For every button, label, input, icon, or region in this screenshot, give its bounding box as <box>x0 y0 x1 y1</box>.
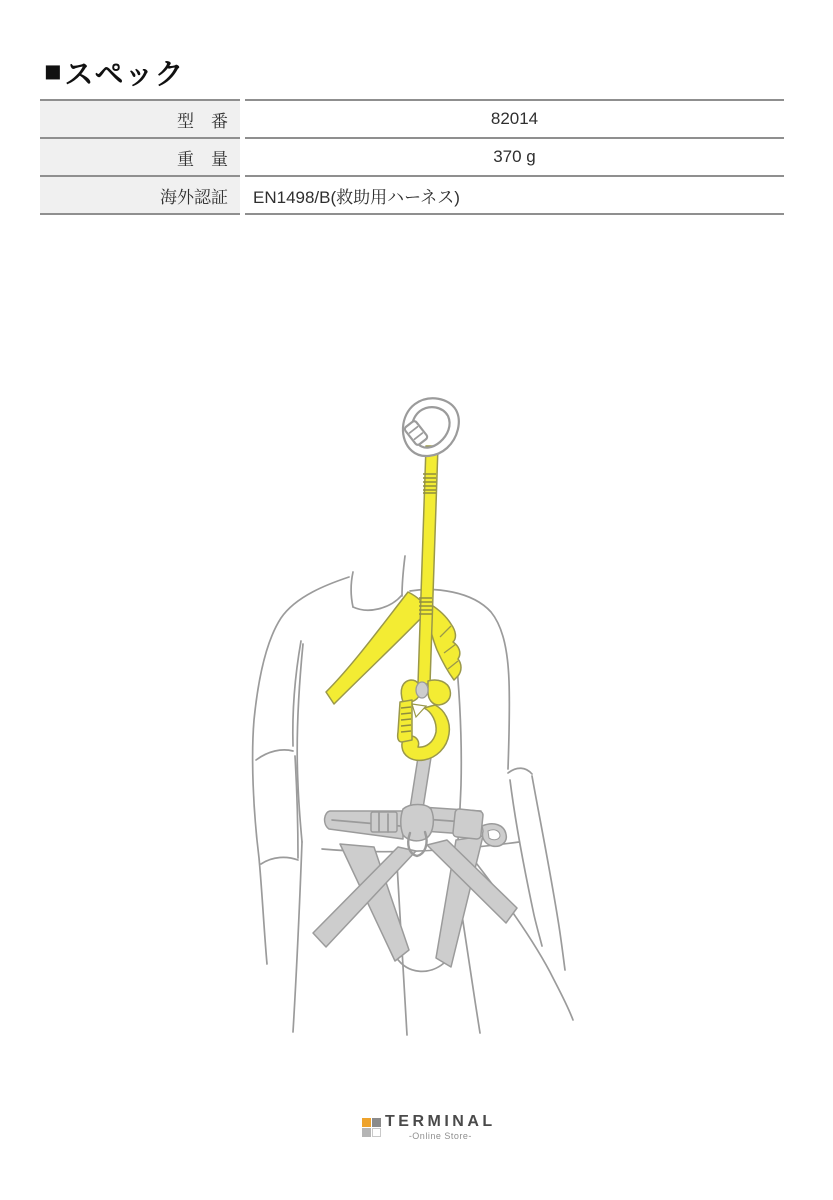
belt-buckle <box>371 812 397 832</box>
belt-adjuster <box>453 809 484 840</box>
spec-table <box>35 99 789 215</box>
hook-hole <box>412 704 426 717</box>
logo-square-darkgray <box>372 1118 381 1127</box>
spec-value-weight: 370 g <box>245 139 784 177</box>
logo-square-gray <box>362 1128 371 1137</box>
store-logo <box>362 1112 496 1141</box>
hook-pin <box>416 682 428 698</box>
table-row <box>40 139 784 177</box>
logo-square-white <box>372 1128 381 1137</box>
belt-center-knot <box>401 805 434 841</box>
table-row <box>40 99 784 139</box>
lanyard-strap <box>418 446 438 684</box>
spec-value-model: 82014 <box>245 99 784 139</box>
spec-label-model: 型 番 <box>40 99 240 139</box>
harness-illustration <box>240 390 590 1050</box>
logo-square-orange <box>362 1118 371 1127</box>
section-heading <box>44 52 185 93</box>
carabiner <box>403 398 459 456</box>
logo-grid-icon <box>362 1118 381 1137</box>
heading-label: スペック <box>64 59 185 91</box>
waist-harness <box>313 751 517 967</box>
spec-label-weight: 重 量 <box>40 139 240 177</box>
heading-square-marker: ■ <box>44 56 63 88</box>
spec-value-certification: EN1498/B(救助用ハーネス) <box>245 177 784 215</box>
table-row <box>40 177 784 215</box>
logo-tagline: -Online Store- <box>408 1131 472 1142</box>
spec-label-certification: 海外認証 <box>40 177 240 215</box>
chest-hook <box>398 680 451 760</box>
logo-name: TERMINAL <box>385 1113 496 1130</box>
